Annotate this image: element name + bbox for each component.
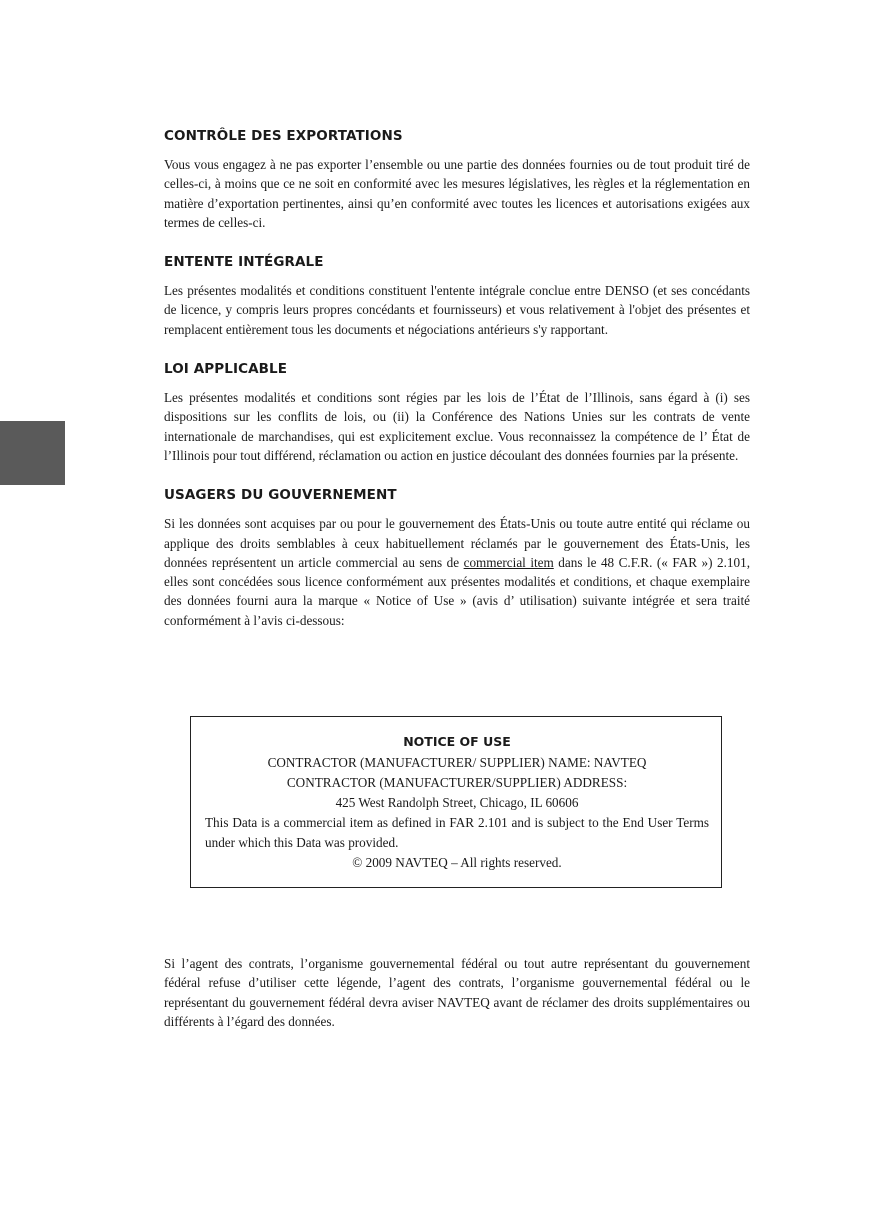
section-heading: USAGERS DU GOUVERNEMENT	[164, 487, 397, 504]
contractor-name-line: CONTRACTOR (MANUFACTURER/ SUPPLIER) NAME: NAVTEQ	[267, 755, 647, 770]
chapter-tab-marker	[0, 421, 65, 485]
section-heading: CONTRÔLE DES EXPORTATIONS	[164, 128, 403, 144]
document-body	[164, 126, 750, 650]
contractor-address-label: CONTRACTOR (MANUFACTURER/SUPPLIER) ADDRESS:	[286, 775, 628, 790]
section-paragraph: Les présentes modalités et conditions sont régies par les lois de l’État de l’Illinois, sans égard à (i) ses dispositions sur les conflits de lois, ou (ii) la Conférence des Nations Unies sur les contrats de vente internationale de marchandises, qui est explicitement exclue. Vous reconnaissez la compétence de l’ État de l’Illinois pour tout différend, réclamation ou action en justice découlant des données fournies par la présente.	[164, 390, 750, 463]
notice-statement: This Data is a commercial item as defined in FAR 2.101 and is subject to the End User Terms under which this Data was provided.	[205, 815, 709, 850]
section-heading: LOI APPLICABLE	[164, 361, 288, 378]
copyright-line: © 2009 NAVTEQ – All rights reserved.	[352, 855, 562, 870]
section-paragraph: Les présentes modalités et conditions constituent l'entente intégrale conclue entre DENSO (et ses concédants de licence, y compris leurs propres concédants et fournisseurs) et vous relativement à l'objet des présentes et remplacent entièrement tous les documents et négociations antérieurs s'y rapportant.	[164, 283, 750, 337]
closing-paragraph: Si l’agent des contrats, l’organisme gouvernemental fédéral ou tout autre représentant du gouvernement fédéral refuse d’utiliser cette légende, l’agent des contrats, l’organisme gouvernemental fédéral ou le représentant du gouvernement fédéral devra aviser NAVTEQ avant de réclamer des droits supplémentaires ou différents à l’égard des données.	[164, 956, 750, 1029]
notice-of-use-box	[190, 716, 722, 888]
section-entire-agreement	[164, 252, 750, 339]
section-heading: ENTENTE INTÉGRALE	[164, 254, 324, 271]
contractor-address: 425 West Randolph Street, Chicago, IL 60606	[335, 795, 579, 810]
paragraph-text: dans le 48 C.F.R. (« FAR ») 2.101, elles sont concédées sous licence conformément aux présentes modalités et conditions, et chaque exemplaire des données fourni aura la marque « Notice of Use » (avis d’ utilisation) suivante intégrée et sera traité conformément à l’avis ci-dessous:	[164, 554, 750, 628]
paragraph-text: Si les données sont acquises par ou pour le gouvernement des États-Unis ou toute autre entité qui réclame ou applique des droits semblables à ceux habituellement réclamés par le gouvernement des États-Unis, les données représentent un article commercial au sens de	[164, 516, 750, 570]
notice-title: NOTICE OF USE	[403, 734, 511, 749]
section-government-users	[164, 485, 750, 630]
section-export-control	[164, 126, 750, 232]
section-governing-law	[164, 359, 750, 465]
commercial-item-term: commercial item	[463, 554, 554, 570]
section-paragraph	[164, 514, 750, 630]
section-paragraph: Vous vous engagez à ne pas exporter l’ensemble ou une partie des données fournies ou de tout produit tiré de celles-ci, à moins que ce ne soit en conformité avec les mesures législatives, les règles et la réglementation en matière d’exportation pertinentes, ainsi qu’en conformité avec toutes les licences et autorisations exigées aux termes de celles-ci.	[164, 157, 750, 230]
